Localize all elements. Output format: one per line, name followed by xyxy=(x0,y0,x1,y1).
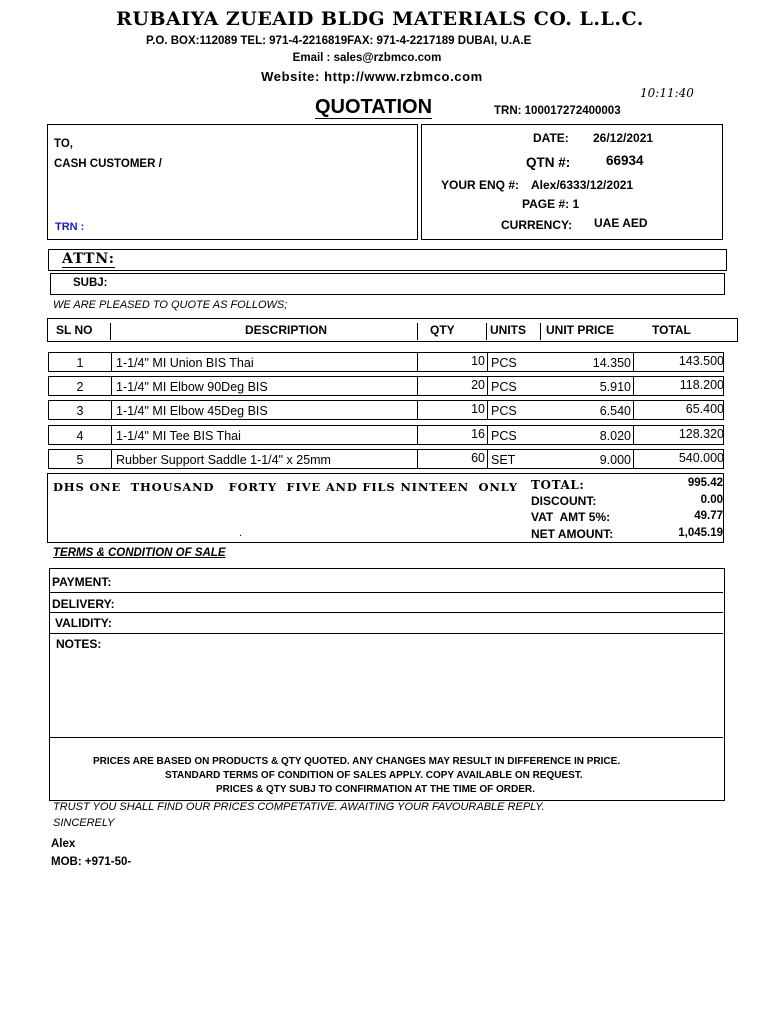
col-qty: QTY xyxy=(430,323,455,337)
sincerely-text: SINCERELY xyxy=(53,817,115,829)
row-total: 118.200 xyxy=(633,377,724,395)
currency-label: CURRENCY: xyxy=(501,218,573,232)
company-website: Website: http://www.rzbmco.com xyxy=(261,69,483,84)
notes-label: NOTES: xyxy=(56,637,102,651)
row-price: 14.350 xyxy=(592,356,631,370)
table-row xyxy=(48,400,724,420)
validity-label: VALIDITY: xyxy=(55,616,112,630)
disclaimer-line-2: STANDARD TERMS OF CONDITION OF SALES APPLY. COPY AVAILABLE ON REQUEST. xyxy=(165,770,583,781)
table-row xyxy=(48,376,724,396)
vat-label: VAT AMT 5%: xyxy=(531,510,611,524)
row-unit: PCS xyxy=(487,401,541,419)
enquiry-label: YOUR ENQ #: xyxy=(441,178,520,192)
total-label: TOTAL: xyxy=(531,478,585,492)
col-sl-no: SL NO xyxy=(56,323,93,337)
row-price: 9.000 xyxy=(599,453,631,467)
terms-heading: TERMS & CONDITION OF SALE xyxy=(53,547,226,559)
quotation-meta-box xyxy=(421,124,723,240)
col-divider xyxy=(540,323,541,340)
col-total: TOTAL xyxy=(652,323,691,337)
terms-divider xyxy=(50,633,723,634)
row-unit: SET xyxy=(487,450,541,468)
customer-trn-label: TRN : xyxy=(55,221,85,233)
company-name: RUBAIYA ZUEAID BLDG MATERIALS CO. L.L.C. xyxy=(116,8,644,30)
qtn-value: 66934 xyxy=(606,153,644,168)
net-amount-value: 1,045.19 xyxy=(678,527,723,539)
sender-name: Alex xyxy=(51,838,76,850)
col-description: DESCRIPTION xyxy=(245,323,328,337)
col-unit-price: UNIT PRICE xyxy=(546,323,615,337)
customer-box xyxy=(47,124,418,240)
subject-label: SUBJ: xyxy=(73,277,108,289)
row-total: 143.500 xyxy=(633,353,724,371)
row-total: 128.320 xyxy=(633,426,724,444)
payment-label: PAYMENT: xyxy=(52,575,112,589)
col-units: UNITS xyxy=(490,323,526,337)
intro-text: WE ARE PLEASED TO QUOTE AS FOLLOWS; xyxy=(53,299,288,311)
document-title: QUOTATION xyxy=(315,96,433,118)
net-amount-label: NET AMOUNT: xyxy=(531,527,614,541)
row-description: 1-1/4" MI Union BIS Thai xyxy=(111,353,417,371)
date-value: 26/12/2021 xyxy=(593,131,654,145)
row-price: 5.910 xyxy=(599,380,631,394)
row-description: 1-1/4" MI Elbow 90Deg BIS xyxy=(111,377,417,395)
sender-mobile: MOB: +971-50- xyxy=(51,856,132,868)
notes-divider xyxy=(50,737,723,738)
col-divider xyxy=(110,323,111,340)
row-total: 540.000 xyxy=(633,450,724,468)
disclaimer-line-1: PRICES ARE BASED ON PRODUCTS & QTY QUOTED. ANY CHANGES MAY RESULT IN DIFFERENCE IN PRICE. xyxy=(93,756,621,767)
row-qty: 60 xyxy=(417,450,487,468)
company-trn: TRN: 100017272400003 xyxy=(494,105,621,117)
page-number: PAGE #: 1 xyxy=(522,197,580,211)
row-sl: 5 xyxy=(76,453,84,467)
attn-box xyxy=(48,249,727,271)
date-label: DATE: xyxy=(533,131,569,145)
row-price: 6.540 xyxy=(599,404,631,418)
table-row xyxy=(48,425,724,445)
enquiry-value: Alex/6333/12/2021 xyxy=(531,178,634,192)
col-divider xyxy=(486,323,487,340)
to-label: TO, xyxy=(54,138,73,150)
qtn-label: QTN #: xyxy=(526,155,571,170)
row-unit: PCS xyxy=(487,377,541,395)
company-address: P.O. BOX:112089 TEL: 971-4-2216819FAX: 971-4-2217189 DUBAI, U.A.E xyxy=(146,35,532,47)
row-description: Rubber Support Saddle 1-1/4" x 25mm xyxy=(111,450,417,468)
subject-box xyxy=(50,273,725,295)
row-unit: PCS xyxy=(487,353,541,371)
row-qty: 10 xyxy=(417,353,487,371)
terms-divider xyxy=(50,612,723,613)
row-sl: 4 xyxy=(76,429,84,443)
table-row xyxy=(48,449,724,469)
row-unit: PCS xyxy=(487,426,541,444)
table-row xyxy=(48,352,724,372)
closing-statement: TRUST YOU SHALL FIND OUR PRICES COMPETATIVE. AWAITING YOUR FAVOURABLE REPLY. xyxy=(53,801,545,813)
currency-value: UAE AED xyxy=(594,216,648,230)
discount-value: 0.00 xyxy=(700,494,723,506)
print-time: 10:11:40 xyxy=(640,86,694,100)
terms-divider xyxy=(50,592,723,593)
row-total: 65.400 xyxy=(633,401,724,419)
delivery-label: DELIVERY: xyxy=(52,597,115,611)
row-description: 1-1/4" MI Tee BIS Thai xyxy=(111,426,417,444)
col-divider xyxy=(417,323,418,340)
row-description: 1-1/4" MI Elbow 45Deg BIS xyxy=(111,401,417,419)
table-header xyxy=(47,318,738,342)
row-sl: 3 xyxy=(76,404,84,418)
row-qty: 16 xyxy=(417,426,487,444)
disclaimer-line-3: PRICES & QTY SUBJ TO CONFIRMATION AT THE TIME OF ORDER. xyxy=(216,784,535,795)
row-sl: 1 xyxy=(76,356,84,370)
vat-value: 49.77 xyxy=(694,510,723,522)
stray-dot: . xyxy=(239,527,243,539)
discount-label: DISCOUNT: xyxy=(531,494,597,508)
row-qty: 10 xyxy=(417,401,487,419)
amount-in-words: DHS ONE THOUSAND FORTY FIVE AND FILS NINTEEN ONLY xyxy=(53,480,518,494)
customer-name: CASH CUSTOMER / xyxy=(54,158,162,170)
total-value: 995.42 xyxy=(687,477,723,489)
row-sl: 2 xyxy=(76,380,84,394)
row-price: 8.020 xyxy=(599,429,631,443)
company-email: Email : sales@rzbmco.com xyxy=(292,52,442,64)
row-qty: 20 xyxy=(417,377,487,395)
attn-label: ATTN: xyxy=(62,251,115,267)
totals-box xyxy=(47,473,724,543)
